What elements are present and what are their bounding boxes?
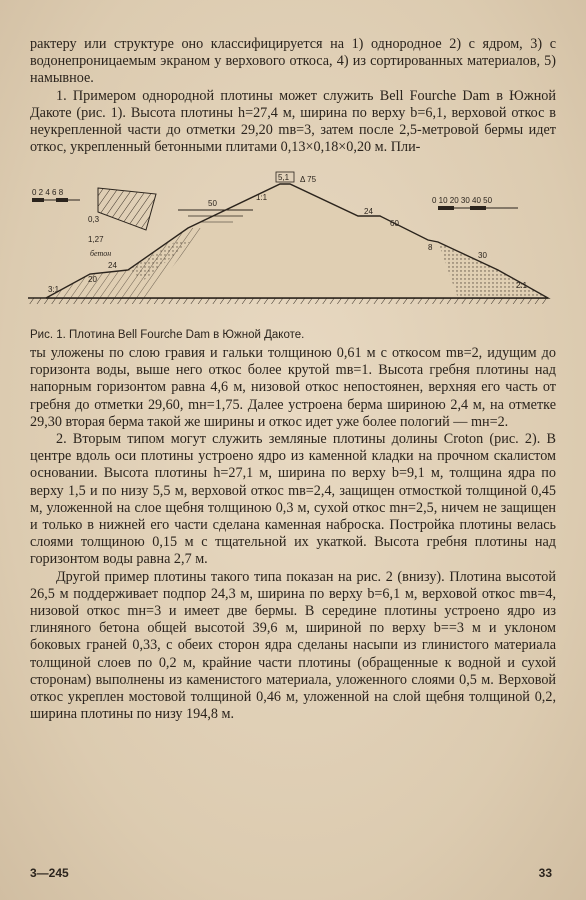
crest-mark-label: Δ 75 [300, 175, 317, 184]
paragraph-bell-fourche: 1. Примером однородной плотины может служить Bell Fourche Dam в Южной Дакоте (рис. 1). Высота плотины h=27,4 м, ширина по верху b=6,1, верховой откос в неукрепленной части до отметки 29,20 mв=3, затем после 2,5-метровой бермы идет откос, укрепленный бетонными плитами 0,13×0,18×0,20 м. Пли- [30, 87, 556, 156]
downstream-level2-label: 30 [478, 251, 487, 260]
berm-upstream-label: 24 [108, 261, 117, 270]
concrete-slab-detail [88, 188, 156, 258]
berm-downstream2-label: 8 [428, 243, 433, 252]
berm-downstream-label: 24 [364, 207, 373, 216]
paragraph-classification: рактеру или структуре оно классифицируется на 1) однородное 2) с ядром, 3) с водонепроницаемым экраном у верхового откоса, 4) из сортированных материалов, 5) намывное. [30, 36, 556, 87]
main-text-block [30, 345, 556, 723]
concrete-word-label: бетон [90, 249, 112, 258]
scale-bar-right [432, 196, 518, 210]
water-level-label: 50 [208, 199, 217, 208]
paragraph-slabs: ты уложены по слою гравия и гальки толщиною 0,61 м с откосом mв=2, идущим до горизонта воды, выше него откос более крутой mв=1. Высота гребня плотины над напорным горизонтом равна 4,6 м, низовой откос непостоянен, верхняя его часть от гребня до отметки 29,60, mн=1,75. Далее устроена берма шириною 2,4 м, на отметке 29,30 вторая берма такой же ширины и откос идет уже более пологий — mн=2. [30, 345, 556, 430]
dam-cross-section-figure [28, 170, 556, 320]
ground-line [28, 298, 548, 304]
crest-width-label: 5,1 [278, 173, 290, 182]
scale-bar-left [32, 188, 80, 202]
slope-upstream-label: 3:1 [48, 285, 60, 294]
paragraph-croton: 2. Вторым типом могут служить земляные плотины долины Croton (рис. 2). В центре вдоль оси плотины устроено ядро из каменной кладки на прочном скалистом основании. Высота плотины h=27,1 м, ширина по верху b=9,1 м, толщина ядра по верху 1,5 и по низу 5,5 м, верховой откос mв=2,4, защищен отмосткой толщиной 0,45 м, уложенной на слое щебня толщиною 0,3 м, сухой откос mн=2,5, ничем не защищен и только в нижней его части сделана каменная наброска. Постройка плотины велась слоями толщиною 0,15 м с тщательной их укаткой. Высота гребня плотины над горизонтом воды равна 2,7 м. [30, 431, 556, 568]
slope-downstream-label: 2:1 [516, 281, 528, 290]
signature-mark: 3—245 [30, 866, 69, 880]
slope-top-label: 1:1 [256, 193, 268, 202]
paragraph-second-example: Другой пример плотины такого типа показан на рис. 2 (внизу). Плотина высотой 26,5 м поддерживает подпор 24,3 м, ширина по верху b=6,1 м, верховой откос mв=4, низовой откос mн=3 и имеет две бермы. В середине плотины устроено ядро из глиняного бетона общей высотой 39,6 м, шириной по верху b==3 м и уклоном боковых граней 0,33, с обеих сторон ядра сделаны насыпи из глинистого материала толщиной слоев по 0,2 м, крайние части плотины (обращенные к водной и сухой сторонам) выполнены из каменистого материала, уложенного слоями 0,5 м. Верховой откос укреплен мостовой толщиной 0,46 м, уложенной на слой щебня толщиной 0,2, ширина плотины по низу 194,8 м. [30, 568, 556, 723]
scale-right-label: 0 10 20 30 40 50 [432, 196, 493, 205]
concrete-size-label: 1,27 [88, 235, 104, 244]
concrete-thickness-label: 0,3 [88, 215, 100, 224]
scale-left-label: 0 2 4 6 8 [32, 188, 64, 197]
figure-caption: Рис. 1. Плотина Bell Fourche Dam в Южной Дакоте. [30, 329, 305, 341]
page-number: 33 [538, 866, 552, 880]
top-text-block [30, 36, 556, 156]
upstream-level-label: 20 [88, 275, 97, 284]
downstream-level-label: 60 [390, 219, 399, 228]
